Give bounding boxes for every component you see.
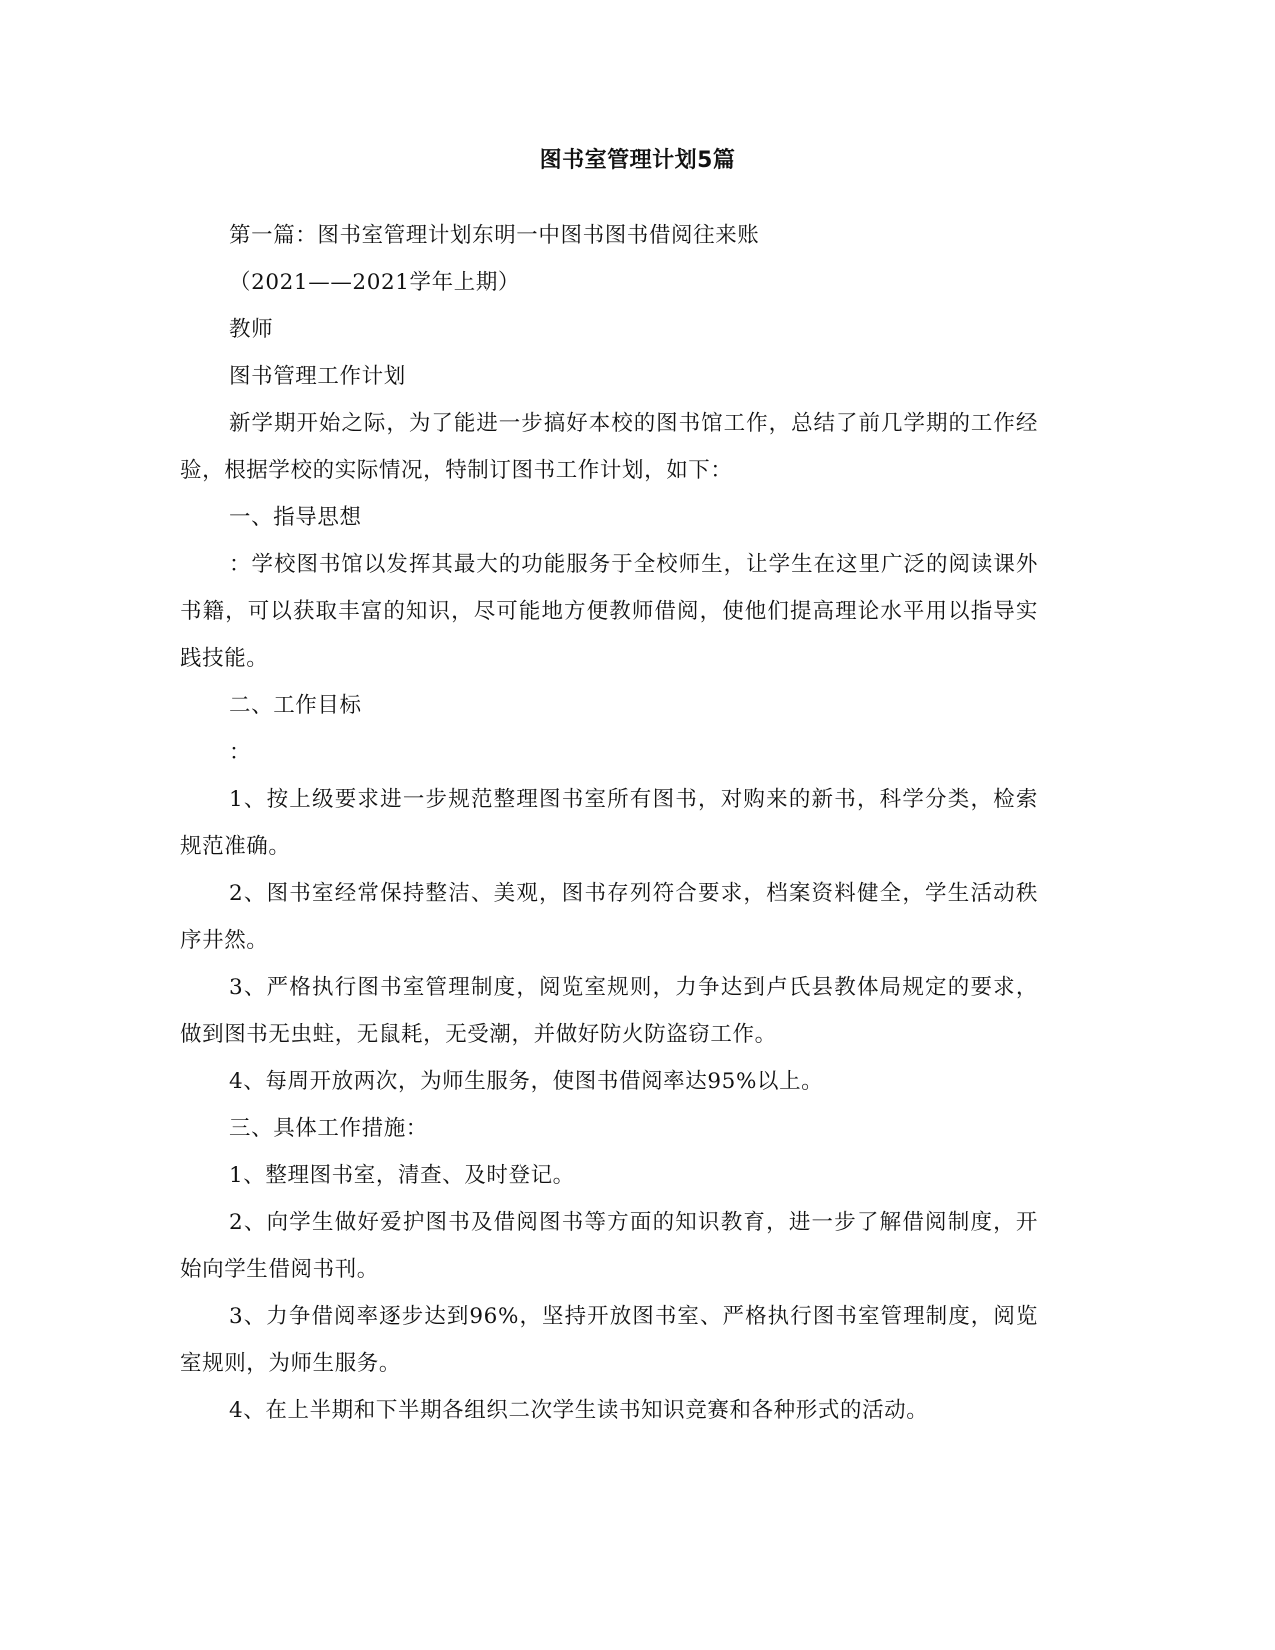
section-heading-guiding-idea: 一、指导思想 xyxy=(229,505,362,530)
section-heading-work-goals: 二、工作目标 xyxy=(229,693,362,718)
paragraph-colon: ： xyxy=(229,740,252,765)
document-title: 图书室管理计划5篇 xyxy=(539,148,736,173)
paragraph-school-year: （2021——2021学年上期） xyxy=(229,270,521,295)
list-item-measure-3: 3、力争借阅率逐步达到96%，坚持开放图书室、严格执行图书室管理制度，阅览室规则，为师生服务。 xyxy=(180,1304,1038,1376)
list-item-goal-1: 1、按上级要求进一步规范整理图书室所有图书，对购来的新书，科学分类，检索规范准确。 xyxy=(180,787,1038,859)
paragraph-intro: 新学期开始之际，为了能进一步搞好本校的图书馆工作，总结了前几学期的工作经验，根据学校的实际情况，特制订图书工作计划，如下： xyxy=(180,411,1038,483)
paragraph-teacher: 教师 xyxy=(229,317,274,342)
list-item-measure-2: 2、向学生做好爱护图书及借阅图书等方面的知识教育，进一步了解借阅制度，开始向学生借阅书刊。 xyxy=(180,1210,1038,1282)
list-item-goal-3: 3、严格执行图书室管理制度，阅览室规则，力争达到卢氏县教体局规定的要求，做到图书无虫蛀，无鼠耗，无受潮，并做好防火防盗窃工作。 xyxy=(180,975,1038,1047)
document-body xyxy=(180,212,1038,1434)
paragraph-plan-title: 图书管理工作计划 xyxy=(229,364,406,389)
paragraph-guiding-idea: ：学校图书馆以发挥其最大的功能服务于全校师生，让学生在这里广泛的阅读课外书籍，可以获取丰富的知识，尽可能地方便教师借阅，使他们提高理论水平用以指导实践技能。 xyxy=(180,552,1038,671)
list-item-measure-4: 4、在上半期和下半期各组织二次学生读书知识竞赛和各种形式的活动。 xyxy=(229,1398,929,1423)
list-item-goal-2: 2、图书室经常保持整洁、美观，图书存列符合要求，档案资料健全，学生活动秩序井然。 xyxy=(180,881,1038,953)
list-item-measure-1: 1、整理图书室，清查、及时登记。 xyxy=(229,1163,575,1188)
section-heading-measures: 三、具体工作措施： xyxy=(229,1116,428,1141)
paragraph-heading-part1: 第一篇：图书室管理计划东明一中图书图书借阅往来账 xyxy=(229,223,760,248)
list-item-goal-4: 4、每周开放两次，为师生服务，使图书借阅率达95%以上。 xyxy=(229,1069,824,1094)
